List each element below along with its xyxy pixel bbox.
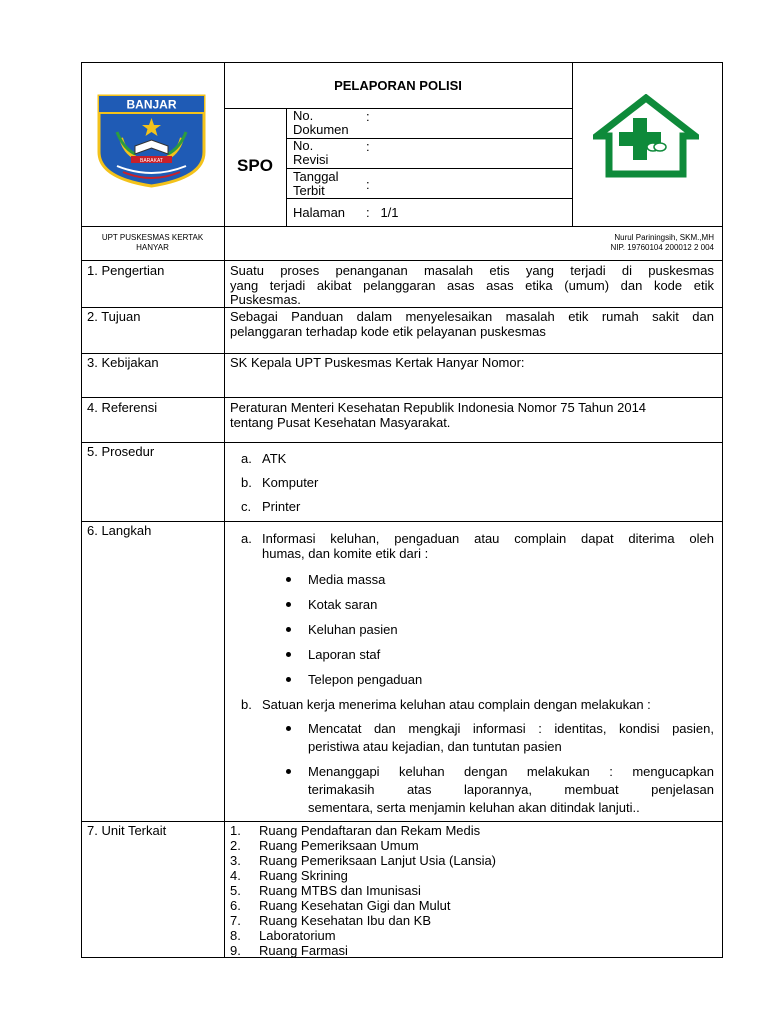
section-label-pengertian: 1. Pengertian [87, 263, 165, 278]
field-tanggal-terbit-label: Tanggal Terbit [293, 169, 339, 198]
unit-number: 9. [230, 943, 241, 958]
banjar-regency-logo [95, 92, 208, 188]
grid-line [224, 62, 225, 958]
grid-line [286, 198, 573, 199]
spo-label: SPO [237, 156, 273, 175]
document-title: PELAPORAN POLISI [334, 78, 462, 93]
field-tanggal-terbit-value: : [366, 177, 370, 192]
unit-item: Ruang Pemeriksaan Lanjut Usia (Lansia) [259, 853, 497, 868]
pengertian-line: Puskesmas. [230, 292, 301, 307]
bullet-icon [286, 769, 291, 774]
section-label-referensi: 4. Referensi [87, 400, 158, 415]
referensi-line: tentang Pusat Kesehatan Masyarakat. [230, 415, 451, 430]
prosedur-item: Printer [262, 499, 301, 514]
langkah-b-bullet-line: terimakasih atas laporannya, membuat penjelasan [308, 782, 714, 797]
langkah-b-bullet-line: Mencatat dan mengkaji informasi : identitas, kondisi pasien, [308, 721, 714, 736]
grid-line [224, 108, 573, 109]
langkah-a-bullet: Telepon pengaduan [308, 672, 423, 687]
logo-subtext: BARAKAT [140, 158, 163, 164]
kebijakan-text: SK Kepala UPT Puskesmas Kertak Hanyar Nomor: [230, 355, 525, 370]
referensi-line: Peraturan Menteri Kesehatan Republik Indonesia Nomor 75 Tahun 2014 [230, 400, 647, 415]
unit-number: 1. [230, 823, 241, 838]
grid-line [572, 62, 573, 226]
langkah-a-bullet: Laporan staf [308, 647, 381, 662]
unit-number: 7. [230, 913, 241, 928]
prosedur-marker: b. [241, 475, 252, 490]
grid-line [81, 353, 723, 354]
logo-text: BANJAR [126, 97, 177, 112]
bullet-icon [286, 602, 291, 607]
grid-line [81, 521, 723, 522]
langkah-a-bullet: Kotak saran [308, 597, 378, 612]
grid-line [81, 397, 723, 398]
section-label-tujuan: 2. Tujuan [87, 309, 141, 324]
unit-number: 2. [230, 838, 241, 853]
unit-item: Laboratorium [259, 928, 336, 943]
unit-number: 3. [230, 853, 241, 868]
bullet-icon [286, 677, 291, 682]
grid-line [286, 108, 287, 226]
unit-item: Ruang Farmasi [259, 943, 348, 958]
field-no-dokumen-label: No. Dokumen [293, 108, 349, 137]
langkah-a-bullet: Media massa [308, 572, 386, 587]
prosedur-marker: a. [241, 451, 252, 466]
bullet-icon [286, 652, 291, 657]
pengertian-line: yang terjadi akibat pelanggaran asas asas etika (umum) dan kode etik [230, 278, 714, 293]
langkah-a-bullet: Keluhan pasien [308, 622, 398, 637]
tujuan-line: pelanggaran terhadap kode etik pelayanan puskesmas [230, 324, 546, 339]
grid-line [81, 226, 723, 227]
langkah-b-marker: b. [241, 697, 252, 712]
unit-number: 5. [230, 883, 241, 898]
unit-number: 6. [230, 898, 241, 913]
langkah-a-marker: a. [241, 531, 252, 546]
section-label-langkah: 6. Langkah [87, 523, 152, 538]
prosedur-item: ATK [262, 451, 287, 466]
field-no-dokumen-value: : [366, 109, 370, 124]
langkah-b-bullet-line: peristiwa atau kejadian, dan tuntutan pasien [308, 739, 562, 754]
grid-line [81, 821, 723, 822]
section-label-kebijakan: 3. Kebijakan [87, 355, 159, 370]
unit-number: 4. [230, 868, 241, 883]
bullet-icon [286, 726, 291, 731]
signer-nip: NIP. 19760104 200012 2 004 [610, 243, 714, 252]
langkah-a-line: humas, dan komite etik dari : [262, 546, 429, 561]
bullet-icon [286, 627, 291, 632]
langkah-b-bullet-line: Menanggapi keluhan dengan melakukan : mengucapkan [308, 764, 714, 779]
bullet-icon [286, 577, 291, 582]
unit-item: Ruang Skrining [259, 868, 348, 883]
langkah-b-text: Satuan kerja menerima keluhan atau complain dengan melakukan : [262, 697, 651, 712]
signer-name: Nurul Pariningsih, SKM.,MH [614, 233, 714, 242]
prosedur-marker: c. [241, 499, 252, 514]
section-label-prosedur: 5. Prosedur [87, 444, 155, 459]
grid-line [81, 442, 723, 443]
unit-item: Ruang Kesehatan Gigi dan Mulut [259, 898, 451, 913]
section-label-unit-terkait: 7. Unit Terkait [87, 823, 167, 838]
org-name: UPT PUSKESMAS KERTAK HANYAR [101, 233, 204, 252]
field-halaman-label: Halaman [293, 205, 346, 220]
grid-line [81, 260, 723, 261]
unit-item: Ruang Pemeriksaan Umum [259, 838, 419, 853]
grid-line [286, 138, 573, 139]
unit-item: Ruang Kesehatan Ibu dan KB [259, 913, 432, 928]
tujuan-line: Sebagai Panduan dalam menyelesaikan masalah etik rumah sakit dan [230, 309, 714, 324]
field-no-revisi-label: No. Revisi [293, 138, 329, 167]
unit-item: Ruang MTBS dan Imunisasi [259, 883, 421, 898]
unit-item: Ruang Pendaftaran dan Rekam Medis [259, 823, 481, 838]
grid-line [81, 307, 723, 308]
langkah-a-line: Informasi keluhan, pengaduan atau complain dapat diterima oleh [262, 531, 714, 546]
prosedur-item: Komputer [262, 475, 319, 490]
pengertian-line: Suatu proses penanganan masalah etis yang terjadi di puskesmas [230, 263, 714, 278]
unit-number: 8. [230, 928, 241, 943]
puskesmas-logo [593, 94, 699, 178]
field-halaman-value: : 1/1 [366, 205, 399, 220]
field-no-revisi-value: : [366, 139, 370, 154]
langkah-b-bullet-line: sementara, serta menjamin keluhan akan ditindak lanjuti.. [308, 800, 640, 815]
